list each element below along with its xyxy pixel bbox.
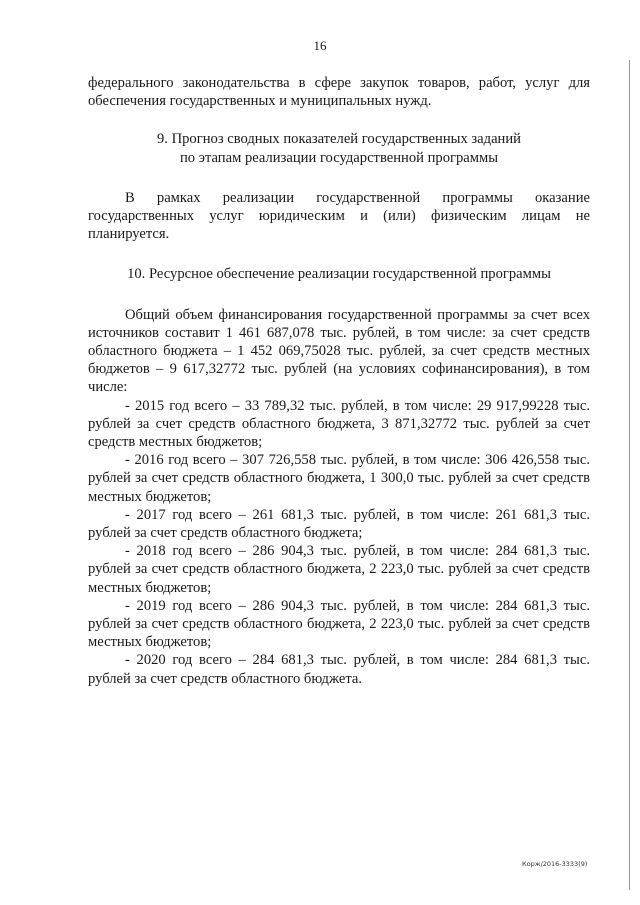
page-number: 16 [313, 38, 327, 53]
year-2019-item: - 2019 год всего – 286 904,3 тыс. рублей, в том числе: 284 681,3 тыс. рублей за счет средств областного бюджета, 2 223,0 тыс. рублей за счет средств местных бюджетов; [88, 597, 590, 651]
document-body [88, 74, 590, 688]
year-2017-item: - 2017 год всего – 261 681,3 тыс. рублей, в том числе: 261 681,3 тыс. рублей за счет средств областного бюджета; [88, 506, 590, 542]
intro-paragraph: федерального законодательства в сфере закупок товаров, работ, услуг для обеспечения государственных и муниципальных нужд. [88, 75, 590, 110]
funding-summary: Общий объем финансирования государственной программы за счет всех источников составит 1 461 687,078 тыс. рублей, в том числе: за счет средств областного бюджета – 1 452 069,75028 тыс. рублей, за счет средств местных бюджетов – 9 617,32772 тыс. рублей (на условиях софинансирования), в том числе: [88, 306, 590, 396]
section-9-body: В рамках реализации государственной программы оказание государственных услуг юридическим и (или) физическим лицам не планируется. [88, 189, 590, 243]
year-2018-item: - 2018 год всего – 286 904,3 тыс. рублей, в том числе: 284 681,3 тыс. рублей за счет средств областного бюджета, 2 223,0 тыс. рублей за счет средств местных бюджетов; [88, 543, 590, 596]
page-edge-line [629, 60, 630, 890]
year-2020-item: - 2020 год всего – 284 681,3 тыс. рублей, в том числе: 284 681,3 тыс. рублей за счет средств областного бюджета. [88, 652, 590, 687]
section-9-title-line2: по этапам реализации государственной программы [179, 149, 499, 166]
section-9-title [88, 130, 590, 166]
section-9-title-line1: 9. Прогноз сводных показателей государственных заданий [157, 131, 521, 148]
footer-document-code: Корж/2016-3333(9) [522, 860, 588, 868]
section-10-title: 10. Ресурсное обеспечение реализации государственной программы [127, 266, 551, 283]
year-2015-item: - 2015 год всего – 33 789,32 тыс. рублей, в том числе: 29 917,99228 тыс. рублей за счет средств областного бюджета, 3 871,32772 тыс. рублей за счет средств местных бюджетов; [88, 397, 590, 451]
year-2016-item: - 2016 год всего – 307 726,558 тыс. рублей, в том числе: 306 426,558 тыс. рублей за счет средств областного бюджета, 1 300,0 тыс. рублей за счет средств местных бюджетов; [88, 452, 590, 505]
